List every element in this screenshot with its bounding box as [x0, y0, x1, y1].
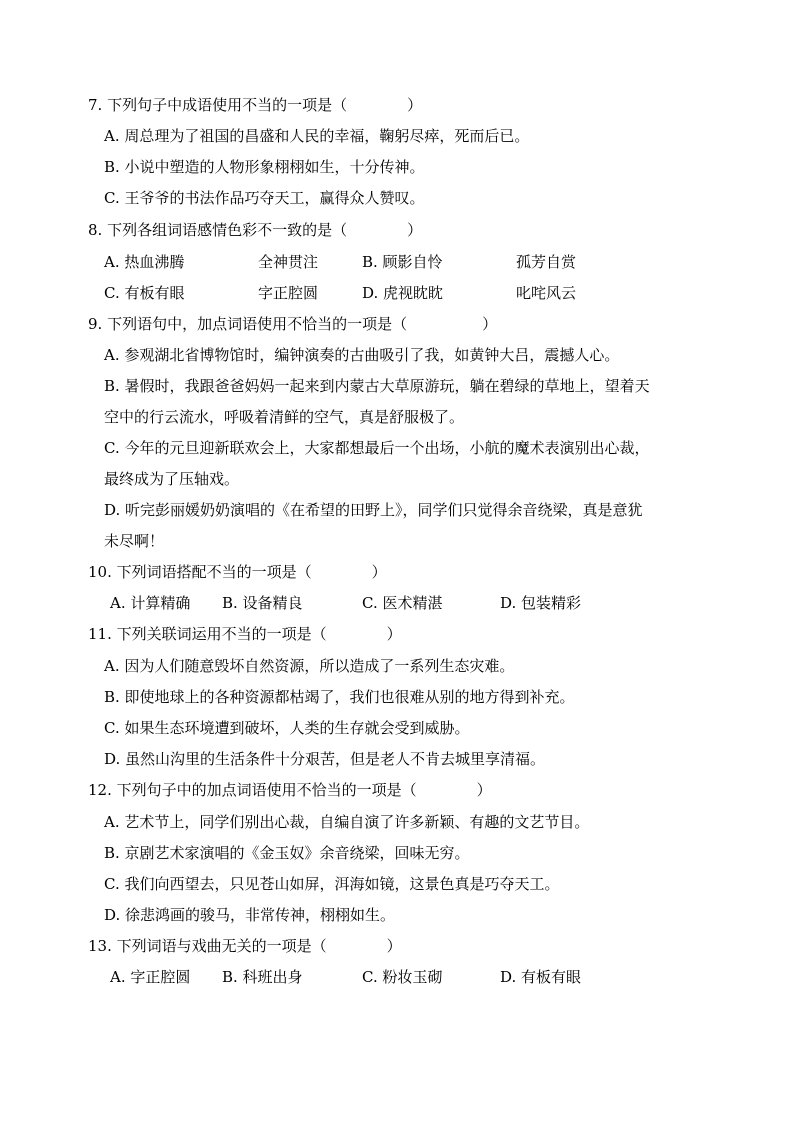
question-9-option-d-line1: D. 听完彭丽媛奶奶演唱的《在希望的田野上》，同学们只觉得余音绕梁，真是意犹 [104, 501, 643, 519]
question-7-stem: 7. 下列句子中成语使用不当的一项是（ ） [88, 96, 423, 114]
question-12-option-c: C. 我们向西望去，只见苍山如屏，洱海如镜，这景色真是巧夺天工。 [104, 875, 560, 893]
question-11-option-a: A. 因为人们随意毁坏自然资源，所以造成了一系列生态灾难。 [104, 657, 515, 675]
question-8-option-c-first: C. 有板有眼 [104, 284, 185, 302]
question-9-option-b-line1: B. 暑假时，我跟爸爸妈妈一起来到内蒙古大草原游玩，躺在碧绿的草地上，望着天 [104, 377, 650, 395]
question-9-option-d-line2: 未尽啊！ [104, 532, 165, 550]
question-11-option-c: C. 如果生态环境遭到破坏，人类的生存就会受到威胁。 [104, 719, 470, 737]
question-12-option-b: B. 京剧艺术家演唱的《金玉奴》余音绕梁，回味无穷。 [104, 844, 470, 862]
question-13-option-b: B. 科班出身 [222, 968, 303, 986]
question-8-option-a-second: 全神贯注 [258, 253, 319, 271]
question-10-stem: 10. 下列词语搭配不当的一项是（ ） [88, 563, 387, 581]
question-8-option-d-second: 叱咤风云 [516, 284, 577, 302]
question-7-option-b: B. 小说中塑造的人物形象栩栩如生，十分传神。 [104, 158, 425, 176]
question-13-option-c: C. 粉妆玉砌 [362, 968, 443, 986]
question-11-option-b: B. 即使地球上的各种资源都枯竭了，我们也很难从别的地方得到补充。 [104, 688, 575, 706]
question-9-option-a: A. 参观湖北省博物馆时，编钟演奏的古曲吸引了我，如黄钟大吕，震撼人心。 [104, 346, 620, 364]
question-9-stem: 9. 下列语句中，加点词语使用不恰当的一项是（ ） [88, 315, 498, 333]
question-10-option-a: A. 计算精确 [110, 594, 191, 612]
question-10-option-c: C. 医术精湛 [362, 594, 443, 612]
question-8-option-b-first: B. 顾影自怜 [362, 253, 443, 271]
question-13-option-d: D. 有板有眼 [500, 968, 582, 986]
question-10-option-b: B. 设备精良 [222, 594, 303, 612]
question-13-stem: 13. 下列词语与戏曲无关的一项是（ ） [88, 937, 402, 955]
question-8-option-d-first: D. 虎视眈眈 [362, 284, 444, 302]
question-9-option-c-line2: 最终成为了压轴戏。 [104, 470, 240, 488]
question-11-option-d: D. 虽然山沟里的生活条件十分艰苦，但是老人不肯去城里享清福。 [104, 750, 546, 768]
question-12-option-d: D. 徐悲鸿画的骏马，非常传神，栩栩如生。 [104, 906, 396, 924]
question-13-option-a: A. 字正腔圆 [110, 968, 191, 986]
question-8-option-b-second: 孤芳自赏 [516, 253, 577, 271]
question-12-option-a: A. 艺术节上，同学们别出心裁，自编自演了许多新颖、有趣的文艺节目。 [104, 813, 590, 831]
question-9-option-b-line2: 空中的行云流水，呼吸着清鲜的空气，真是舒服极了。 [104, 408, 465, 426]
question-12-stem: 12. 下列句子中的加点词语使用不恰当的一项是（ ） [88, 781, 492, 799]
question-8-stem: 8. 下列各组词语感情色彩不一致的是（ ） [88, 221, 423, 239]
question-8-option-c-second: 字正腔圆 [258, 284, 319, 302]
question-11-stem: 11. 下列关联词运用不当的一项是（ ） [88, 625, 402, 643]
question-10-option-d: D. 包装精彩 [500, 594, 582, 612]
question-7-option-c: C. 王爷爷的书法作品巧夺天工，赢得众人赞叹。 [104, 189, 425, 207]
question-7-option-a: A. 周总理为了祖国的昌盛和人民的幸福，鞠躬尽瘁，死而后已。 [104, 127, 530, 145]
question-8-option-a-first: A. 热血沸腾 [104, 253, 185, 271]
question-9-option-c-line1: C. 今年的元旦迎新联欢会上，大家都想最后一个出场，小航的魔术表演别出心裁， [104, 439, 650, 457]
